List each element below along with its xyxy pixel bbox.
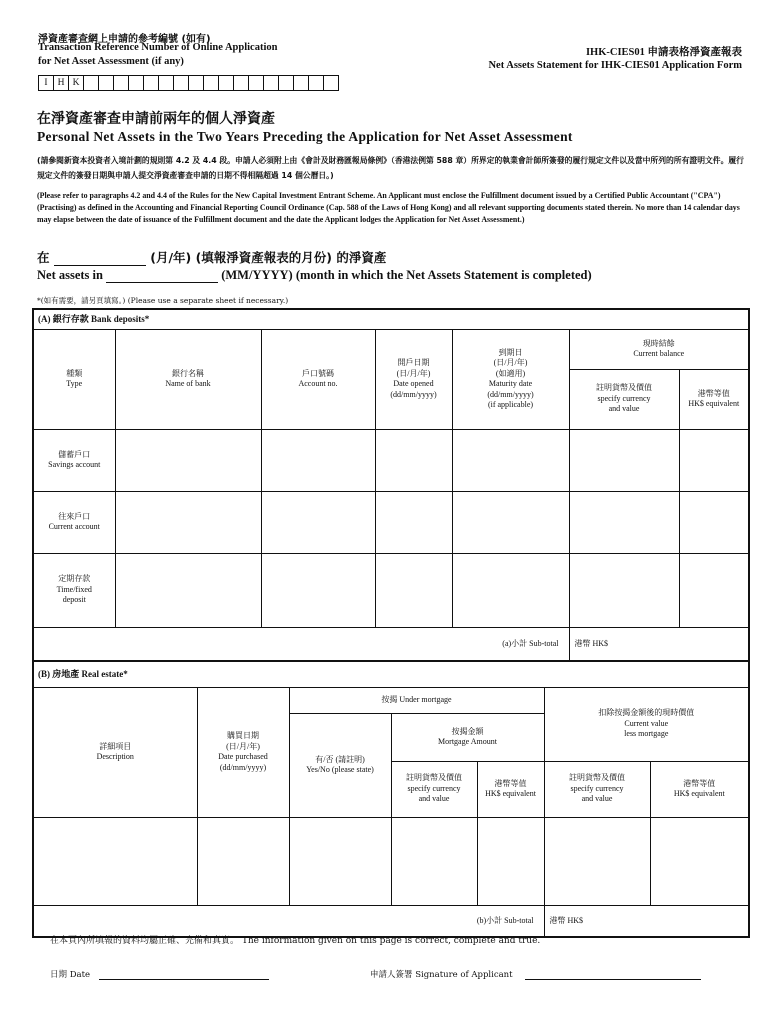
notes-en: (Please refer to paragraphs 4.2 and 4.4 of the Rules for the New Capital Investment Entrant Scheme. An Applicant must enclose the Fulfillment document issued by a Certified Public Accountant ("CPA") (Practising) as defined in the Accounting and Financial Reporting Council Ordinance (Cap. 588 of the Laws of Hong Kong) and all relevant supporting documents stated therein. No more than 14 calendar days may elapse between the date of issuance of the Fulfillment document and the date the Applicant lodges the Application for Net Asset Assessment.) bbox=[37, 191, 740, 225]
col-maturity-date: 到期日 (日/月/年) (如適用) Maturity date (dd/mm/yyyy) (if applicable) bbox=[452, 329, 569, 429]
ref-digit-box[interactable] bbox=[189, 76, 204, 90]
page-title-zh: 在淨資產審查申請前兩年的個人淨資產 bbox=[37, 111, 275, 127]
ref-digit-box[interactable] bbox=[174, 76, 189, 90]
col-mortgage-currency: 註明貨幣及價值 specify currency and value bbox=[391, 761, 477, 817]
realestate-subtotal-field[interactable]: 港幣 HK$ bbox=[544, 905, 749, 937]
signature-field[interactable] bbox=[525, 970, 701, 980]
col-value-hkd: 港幣等值 HK$ equivalent bbox=[650, 761, 749, 817]
net-assets-month-en-field[interactable] bbox=[106, 270, 218, 283]
date-row bbox=[50, 968, 269, 980]
col-current-value: 扣除按揭金額後的現時價值 Current value less mortgage bbox=[544, 687, 749, 761]
col-description: 詳細項目 Description bbox=[33, 687, 197, 817]
bank-subtotal-label: (a)小計 Sub-total bbox=[33, 627, 569, 661]
ref-digit-box[interactable] bbox=[84, 76, 99, 90]
input-cell[interactable] bbox=[569, 553, 679, 627]
net-assets-month-zh-field[interactable] bbox=[54, 253, 146, 266]
row-label-savings: 儲蓄戶口 Savings account bbox=[33, 429, 115, 491]
input-cell[interactable] bbox=[375, 491, 452, 553]
net-assets-zh: 在 (月/年) (填報淨資產報表的月份) 的淨資產 bbox=[37, 250, 387, 265]
realestate-subtotal-label: (b)小計 Sub-total bbox=[33, 905, 544, 937]
input-cell[interactable] bbox=[569, 491, 679, 553]
table-row bbox=[33, 817, 749, 905]
col-date-opened: 開戶日期 (日/月/年) Date opened (dd/mm/yyyy) bbox=[375, 329, 452, 429]
ref-digit-box[interactable] bbox=[159, 76, 174, 90]
separate-sheet-note: *(如有需要，請另頁填寫。) (Please use a separate sheet if necessary.) bbox=[37, 296, 289, 305]
ref-digit-box[interactable] bbox=[219, 76, 234, 90]
ref-title-zh: 淨資產審查網上申請的參考編號 (如有) bbox=[38, 34, 211, 45]
input-cell[interactable] bbox=[452, 491, 569, 553]
ref-number-boxes[interactable] bbox=[38, 75, 339, 91]
input-cell[interactable] bbox=[679, 553, 749, 627]
input-cell[interactable] bbox=[544, 817, 650, 905]
ref-digit-box[interactable] bbox=[249, 76, 264, 90]
signature-row bbox=[370, 968, 701, 980]
signature-label: 申請人簽署 Signature of Applicant bbox=[370, 970, 513, 980]
col-mortgage-amount: 按揭金額 Mortgage Amount bbox=[391, 713, 544, 761]
table-row bbox=[33, 429, 749, 491]
notes-zh: (請參閱新資本投資者入境計劃的規則第 4.2 及 4.4 段。申請人必須附上由《會計及財務匯報局條例》（香港法例第 588 章）所界定的執業會計師所簽發的履行規定文件以及當中所列的所有證明文件。履行規定文件的簽發日期與申請人提交淨資產審查申請的日期不得相隔超過 14 個公曆日。) bbox=[37, 156, 744, 180]
realestate-section-heading: (B) 房地產 Real estate* bbox=[33, 661, 749, 687]
col-current-balance: 現時結餘 Current balance bbox=[569, 329, 749, 369]
input-cell[interactable] bbox=[197, 817, 289, 905]
input-cell[interactable] bbox=[650, 817, 749, 905]
input-cell[interactable] bbox=[261, 429, 375, 491]
table-row bbox=[33, 553, 749, 627]
col-yes-no: 有/否 (請註明) Yes/No (please state) bbox=[289, 713, 391, 817]
bank-section-heading: (A) 銀行存款 Bank deposits* bbox=[33, 309, 749, 329]
col-bank-name: 銀行名稱 Name of bank bbox=[115, 329, 261, 429]
ref-digit-box[interactable] bbox=[204, 76, 219, 90]
bank-subtotal-field[interactable]: 港幣 HK$ bbox=[569, 627, 749, 661]
table-row bbox=[33, 491, 749, 553]
page-title-en: Personal Net Assets in the Two Years Preceding the Application for Net Asset Assessment bbox=[37, 129, 573, 144]
ref-digit-box[interactable] bbox=[144, 76, 159, 90]
input-cell[interactable] bbox=[679, 429, 749, 491]
net-assets-en: Net assets in (MM/YYYY) (month in which the Net Assets Statement is completed) bbox=[37, 268, 592, 282]
col-mortgage-hkd: 港幣等值 HK$ equivalent bbox=[477, 761, 544, 817]
col-value-currency: 註明貨幣及價值 specify currency and value bbox=[544, 761, 650, 817]
date-field[interactable] bbox=[99, 970, 269, 980]
col-under-mortgage: 按揭 Under mortgage bbox=[289, 687, 544, 713]
bank-deposits-table bbox=[32, 308, 750, 662]
row-label-time-deposit: 定期存款 Time/fixed deposit bbox=[33, 553, 115, 627]
input-cell[interactable] bbox=[375, 553, 452, 627]
input-cell[interactable] bbox=[115, 429, 261, 491]
input-cell[interactable] bbox=[375, 429, 452, 491]
input-cell[interactable] bbox=[115, 553, 261, 627]
input-cell[interactable] bbox=[261, 491, 375, 553]
input-cell[interactable] bbox=[477, 817, 544, 905]
ref-prefix-box: K bbox=[69, 76, 84, 90]
input-cell[interactable] bbox=[452, 553, 569, 627]
col-balance-hkd: 港幣等值 HK$ equivalent bbox=[679, 369, 749, 429]
input-cell[interactable] bbox=[569, 429, 679, 491]
ref-digit-box[interactable] bbox=[264, 76, 279, 90]
form-code-en: Net Assets Statement for IHK-CIES01 Application Form bbox=[488, 60, 742, 71]
input-cell[interactable] bbox=[452, 429, 569, 491]
input-cell[interactable] bbox=[115, 491, 261, 553]
input-cell[interactable] bbox=[391, 817, 477, 905]
ref-prefix-box: I bbox=[39, 76, 54, 90]
ref-digit-box[interactable] bbox=[99, 76, 114, 90]
form-code-zh: IHK-CIES01 申請表格淨資產報表 bbox=[585, 47, 742, 58]
input-cell[interactable] bbox=[261, 553, 375, 627]
row-label-current: 往來戶口 Current account bbox=[33, 491, 115, 553]
ref-digit-box[interactable] bbox=[234, 76, 249, 90]
date-label: 日期 Date bbox=[50, 970, 91, 980]
col-balance-currency: 註明貨幣及價值 specify currency and value bbox=[569, 369, 679, 429]
ref-digit-box[interactable] bbox=[114, 76, 129, 90]
ref-digit-box[interactable] bbox=[324, 76, 338, 90]
col-account-no: 戶口號碼 Account no. bbox=[261, 329, 375, 429]
input-cell[interactable] bbox=[679, 491, 749, 553]
col-date-purchased: 購買日期 (日/月/年) Date purchased (dd/mm/yyyy) bbox=[197, 687, 289, 817]
ref-title-en-1: Transaction Reference Number of Online Application bbox=[38, 42, 278, 53]
col-type: 種類 Type bbox=[33, 329, 115, 429]
input-cell[interactable] bbox=[33, 817, 197, 905]
ref-digit-box[interactable] bbox=[129, 76, 144, 90]
input-cell[interactable] bbox=[289, 817, 391, 905]
real-estate-table bbox=[32, 660, 750, 938]
ref-prefix-box: H bbox=[54, 76, 69, 90]
ref-title-en-2: for Net Asset Assessment (if any) bbox=[38, 56, 184, 67]
declaration: 在本頁內所填報的資料均屬正確、完備和真實。 The information given on this page is correct, complete and true. bbox=[50, 936, 541, 946]
ref-digit-box[interactable] bbox=[279, 76, 294, 90]
ref-digit-box[interactable] bbox=[309, 76, 324, 90]
ref-digit-box[interactable] bbox=[294, 76, 309, 90]
